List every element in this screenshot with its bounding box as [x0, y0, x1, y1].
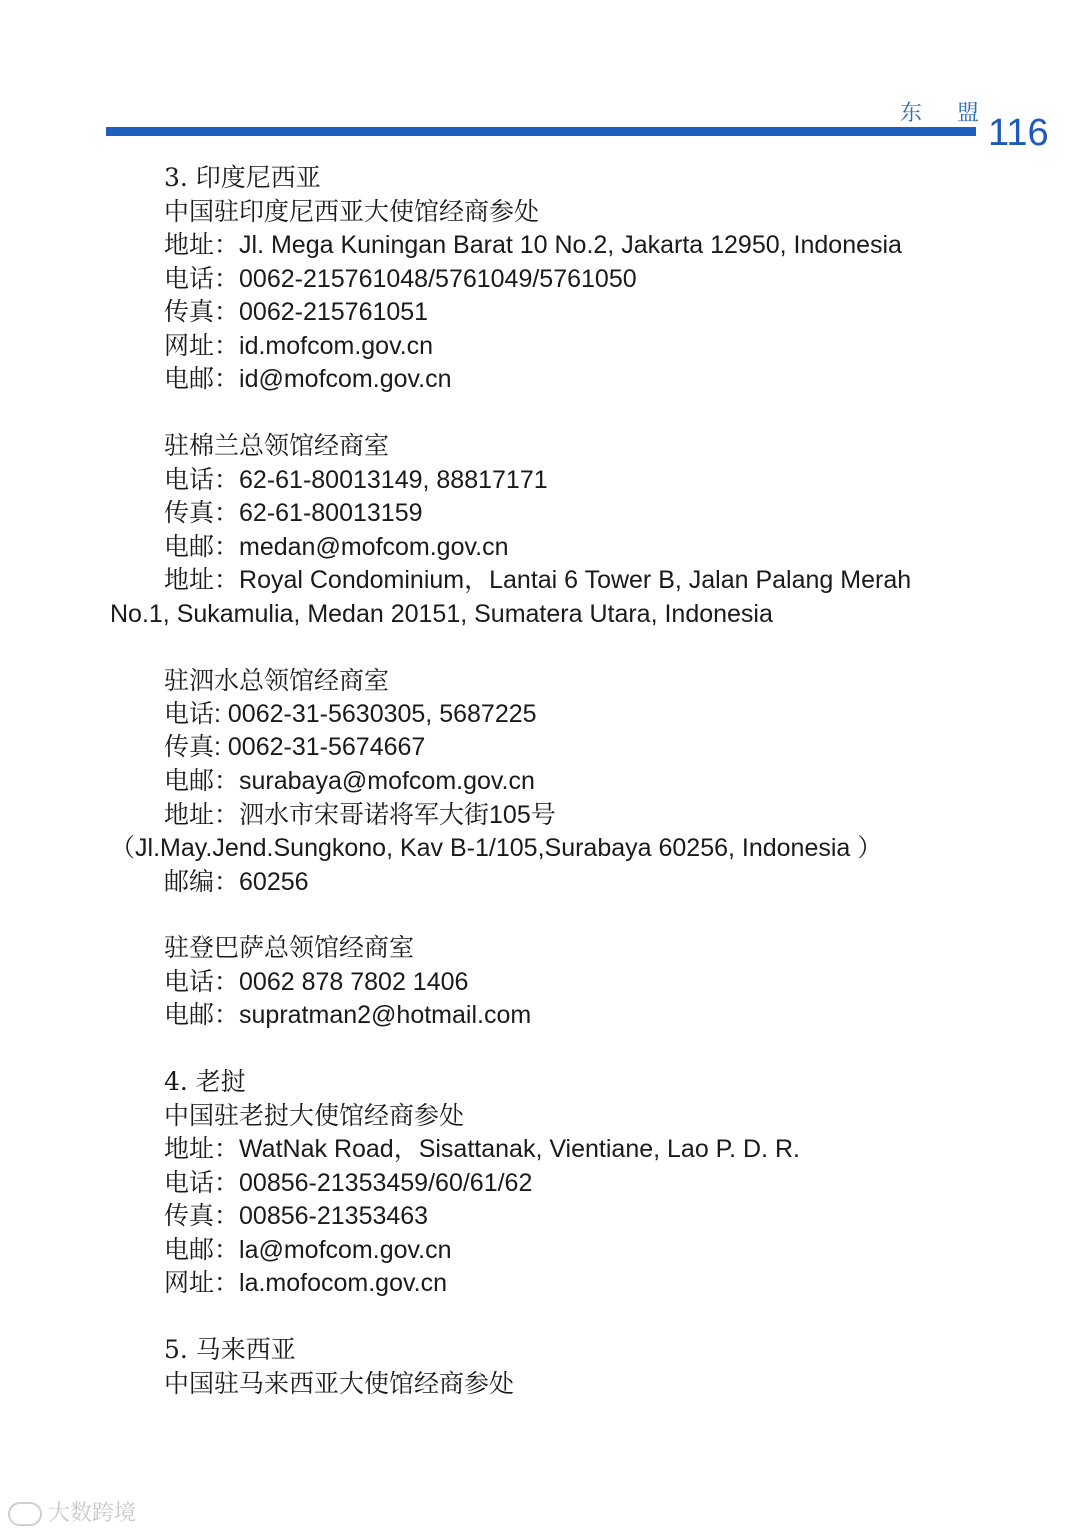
- page-number: 116: [988, 112, 1049, 154]
- fax-line: 传真：0062-215761051: [164, 297, 429, 326]
- website-line: 网址：la.mofocom.gov.cn: [164, 1268, 447, 1297]
- fax-line: 传真：00856-21353463: [164, 1201, 429, 1230]
- address-line: 地址：Royal Condominium，Lantai 6 Tower B, Jalan Palang Merah: [164, 565, 912, 594]
- watermark-text: 大数跨境: [48, 1501, 137, 1526]
- section-heading: 3. 印度尼西亚: [164, 163, 321, 192]
- office-name: 中国驻马来西亚大使馆经商参处: [164, 1369, 515, 1398]
- address-line: 地址：WatNak Road，Sisattanak, Vientiane, Lao P. D. R.: [164, 1134, 800, 1163]
- office-name: 中国驻印度尼西亚大使馆经商参处: [164, 197, 540, 226]
- office-name: 驻泗水总领馆经商室: [164, 666, 390, 695]
- address-line-continued: No.1, Sukamulia, Medan 20151, Sumatera Utara, Indonesia: [110, 600, 773, 628]
- fax-line: 传真：62-61-80013159: [164, 498, 423, 527]
- chapter-title: 东 盟: [900, 101, 993, 126]
- header-rule: [106, 127, 976, 136]
- email-line: 电邮：supratman2@hotmail.com: [164, 1000, 532, 1029]
- phone-line: 电话：62-61-80013149, 88817171: [164, 465, 548, 494]
- address-line: 地址：泗水市宋哥诺将军大街105号: [164, 800, 556, 829]
- phone-line: 电话: 0062-31-5630305, 5687225: [164, 699, 537, 728]
- watermark-logo-icon: [8, 1502, 42, 1526]
- office-name: 中国驻老挝大使馆经商参处: [164, 1101, 465, 1130]
- email-line: 电邮：la@mofcom.gov.cn: [164, 1235, 452, 1264]
- website-line: 网址：id.mofcom.gov.cn: [164, 331, 434, 360]
- section-heading: 5. 马来西亚: [164, 1335, 296, 1364]
- phone-line: 电话：00856-21353459/60/61/62: [164, 1168, 533, 1197]
- watermark: [8, 1496, 136, 1527]
- office-name: 驻棉兰总领馆经商室: [164, 431, 390, 460]
- address-line: 地址：Jl. Mega Kuningan Barat 10 No.2, Jakarta 12950, Indonesia: [164, 230, 902, 259]
- postcode-line: 邮编：60256: [164, 867, 309, 896]
- section-heading: 4. 老挝: [164, 1067, 246, 1096]
- email-line: 电邮：medan@mofcom.gov.cn: [164, 532, 509, 561]
- email-line: 电邮：surabaya@mofcom.gov.cn: [164, 766, 535, 795]
- address-line-continued: （Jl.May.Jend.Sungkono, Kav B-1/105,Surabaya 60256, Indonesia ）: [110, 833, 883, 862]
- fax-line: 传真: 0062-31-5674667: [164, 732, 426, 761]
- phone-line: 电话：0062-215761048/5761049/5761050: [164, 264, 637, 293]
- email-line: 电邮：id@mofcom.gov.cn: [164, 364, 452, 393]
- office-name: 驻登巴萨总领馆经商室: [164, 933, 415, 962]
- phone-line: 电话：0062 878 7802 1406: [164, 967, 469, 996]
